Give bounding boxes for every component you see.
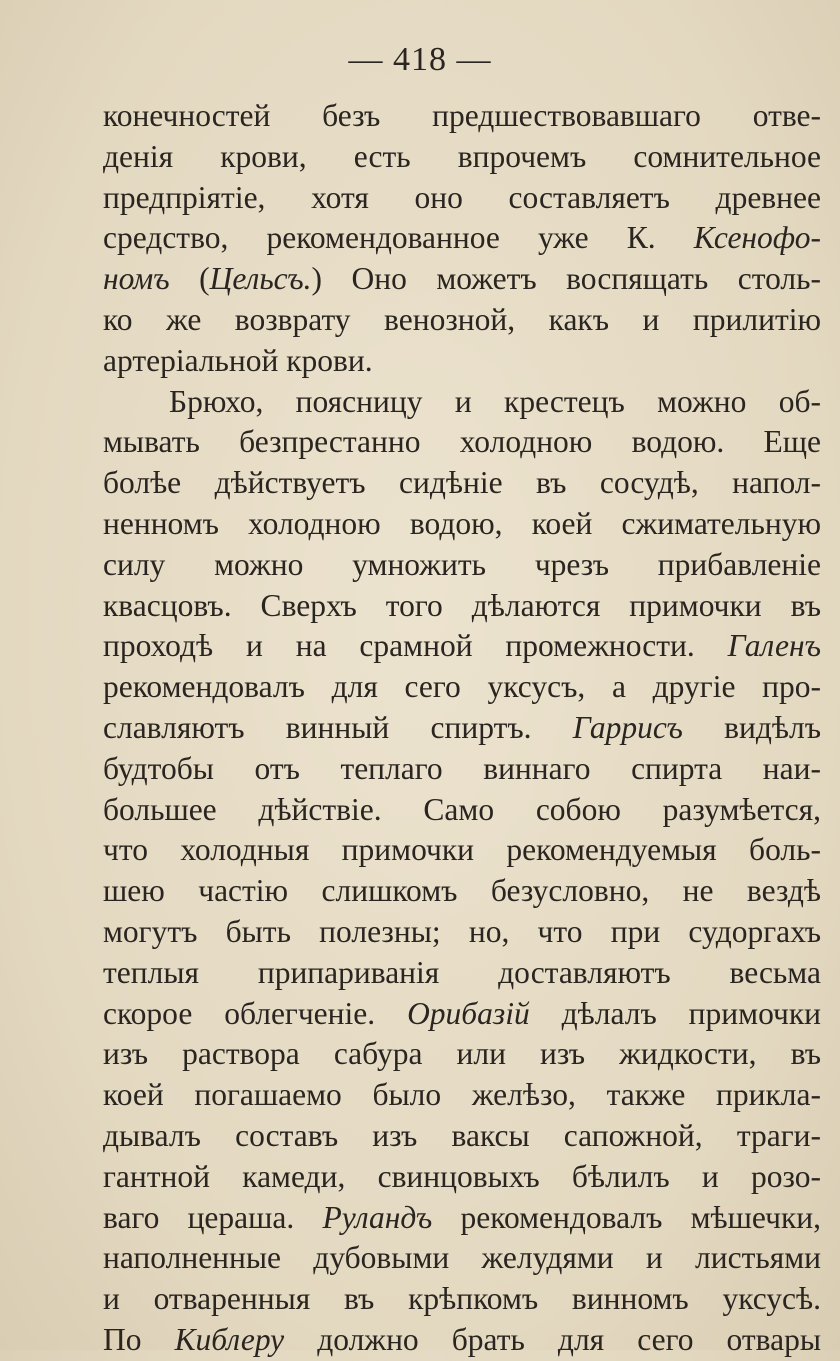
text-line xyxy=(103,1279,821,1320)
italic-name: Орибазій xyxy=(407,995,530,1031)
text-segment: большее дѣйствіе. Само собою разумѣется, xyxy=(103,791,821,827)
text-line xyxy=(103,912,821,953)
text-segment: рекомендовалъ для сего уксусъ, а другіе про- xyxy=(103,669,821,705)
text-line xyxy=(103,749,821,790)
text-line xyxy=(103,1034,821,1075)
text-line xyxy=(103,504,821,545)
text-segment: коей погашаемо было желѣзо, также прикла- xyxy=(103,1077,821,1113)
text-segment: славляютъ винный спиртъ. xyxy=(103,709,573,745)
text-segment: конечностей безъ предшествовавшаго отве- xyxy=(103,98,821,133)
text-line xyxy=(103,953,821,994)
text-line xyxy=(103,586,821,627)
text-line xyxy=(103,708,821,749)
text-segment: видѣлъ xyxy=(682,709,821,745)
text-segment: ваго цераша. xyxy=(103,1199,323,1235)
text-segment: квасцовъ. Сверхъ того дѣлаются примочки въ xyxy=(103,587,821,623)
text-line xyxy=(103,667,821,708)
text-segment: дѣлалъ примочки xyxy=(529,995,822,1031)
text-segment: наполненные дубовыми желудями и листьями xyxy=(103,1240,821,1276)
text-segment: ) Оно можетъ воспящать столь- xyxy=(311,261,821,297)
text-segment: По xyxy=(103,1321,175,1357)
italic-name: Ксенофо- xyxy=(693,220,821,256)
text-segment: рекомендовалъ мѣшечки, xyxy=(432,1199,821,1235)
text-line xyxy=(103,218,821,259)
page-number: — 418 — xyxy=(348,41,492,78)
text-line xyxy=(103,871,821,912)
text-line xyxy=(103,96,821,137)
text-line xyxy=(103,1157,821,1198)
text-line xyxy=(103,300,821,341)
text-segment: болѣе дѣйствуетъ сидѣніе въ сосудѣ, напол- xyxy=(103,465,821,501)
text-segment: дывалъ составъ изъ ваксы сапожной, траги- xyxy=(103,1117,821,1153)
text-segment: что холодныя примочки рекомендуемыя боль- xyxy=(103,832,821,868)
text-segment: артеріальной крови. xyxy=(103,342,373,378)
text-line xyxy=(103,830,821,871)
text-segment: предпріятіе, хотя оно составляетъ древнее xyxy=(103,179,821,215)
text-segment: и отваренныя въ крѣпкомъ винномъ уксусѣ. xyxy=(103,1281,821,1317)
text-line xyxy=(103,545,821,586)
text-segment: Брюхо, поясницу и крестецъ можно об- xyxy=(169,383,821,419)
text-segment: скорое облегченіе. xyxy=(103,995,408,1031)
text-segment: средство, рекомендованное уже К. xyxy=(103,220,694,256)
text-segment: должно брать для сего отвары xyxy=(284,1321,822,1357)
text-line xyxy=(103,1238,821,1279)
text-segment: ненномъ холодною водою, коей сжимательную xyxy=(103,505,821,541)
text-line xyxy=(103,178,821,219)
text-segment: денія крови, есть впрочемъ сомнительное xyxy=(103,138,821,174)
text-line xyxy=(103,1075,821,1116)
text-segment: изъ раствора сабура или изъ жидкости, въ xyxy=(103,1036,821,1072)
text-segment: проходѣ и на срамной промежности. xyxy=(103,628,728,664)
text-segment: силу можно умножить чрезъ прибавленіе xyxy=(103,546,821,582)
italic-name: Киблеру xyxy=(174,1321,285,1357)
text-line xyxy=(103,1198,821,1239)
text-line xyxy=(103,626,821,667)
text-line xyxy=(103,341,821,382)
text-segment: гантной камеди, свинцовыхъ бѣлилъ и розо- xyxy=(103,1158,821,1194)
text-segment: мывать безпрестанно холодною водою. Еще xyxy=(103,424,821,460)
text-line xyxy=(103,463,821,504)
italic-name: Руландъ xyxy=(322,1199,433,1235)
text-line xyxy=(103,259,821,300)
text-line xyxy=(103,790,821,831)
text-segment: ( xyxy=(169,261,210,297)
body-text xyxy=(103,96,821,1361)
text-segment: могутъ быть полезны; но, что при судоргахъ xyxy=(103,913,821,949)
text-segment: ко же возврату венозной, какъ и прилитію xyxy=(103,301,821,337)
italic-name: Цельсъ. xyxy=(209,261,312,297)
italic-name: Галенъ xyxy=(727,628,821,664)
text-segment: шею частію слишкомъ безусловно, не вездѣ xyxy=(103,873,821,909)
text-line xyxy=(103,382,821,423)
text-line xyxy=(103,422,821,463)
text-segment: будтобы отъ теплаго виннаго спирта наи- xyxy=(103,750,821,786)
text-line xyxy=(103,1320,821,1361)
italic-name: номъ xyxy=(103,261,170,297)
text-line xyxy=(103,994,821,1035)
text-line xyxy=(103,137,821,178)
italic-name: Гаррисъ xyxy=(572,709,683,745)
text-line xyxy=(103,1116,821,1157)
text-segment: теплыя припариванія доставляютъ весьма xyxy=(103,954,821,990)
